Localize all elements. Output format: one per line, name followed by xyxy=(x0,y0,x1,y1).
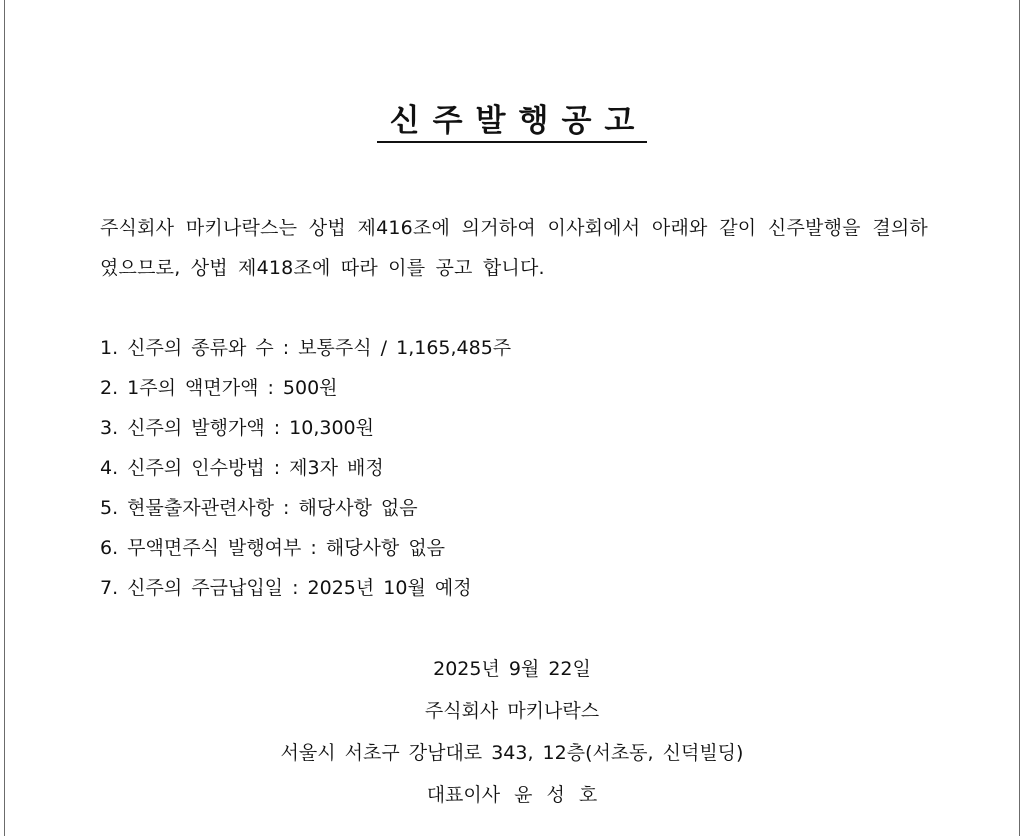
company-name: 주식회사 마키나락스 xyxy=(424,700,600,722)
notice-footer xyxy=(0,648,1024,816)
list-item: 4. 신주의 인수방법 : 제3자 배정 xyxy=(100,457,384,479)
company-address: 서울시 서초구 강남대로 343, 12층(서초동, 신덕빌딩) xyxy=(280,742,744,764)
list-item: 2. 1주의 액면가액 : 500원 xyxy=(100,377,338,399)
notice-intro-paragraph: 주식회사 마키나락스는 상법 제416조에 의거하여 이사회에서 아래와 같이 신주발행을 결의하였으므로, 상법 제418조에 따라 이를 공고 합니다. xyxy=(100,217,928,279)
list-item: 7. 신주의 주금납입일 : 2025년 10월 예정 xyxy=(100,577,472,599)
list-item: 5. 현물출자관련사항 : 해당사항 없음 xyxy=(100,497,418,519)
list-item: 6. 무액면주식 발행여부 : 해당사항 없음 xyxy=(100,537,446,559)
list-item: 3. 신주의 발행가액 : 10,300원 xyxy=(100,417,375,439)
issuance-details-list xyxy=(100,328,920,608)
notice-title xyxy=(0,98,1024,144)
list-item: 1. 신주의 종류와 수 : 보통주식 / 1,165,485주 xyxy=(100,337,512,359)
notice-title-text: 신주발행공고 xyxy=(377,101,648,143)
notice-date: 2025년 9월 22일 xyxy=(433,658,591,680)
representative-director: 대표이사 윤 성 호 xyxy=(426,784,598,806)
